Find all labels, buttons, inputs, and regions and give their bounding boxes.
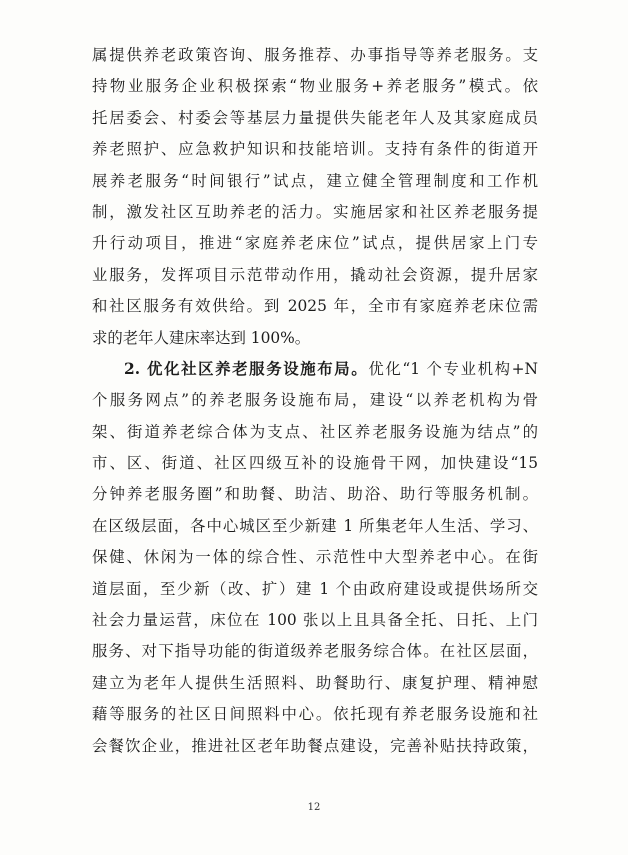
text-line: 架、街道养老综合体为支点、社区养老服务设施为结点”的 — [92, 422, 538, 441]
section-first-line-text: 优化“1 个专业机构+N — [368, 359, 538, 378]
text-line: 养老照护、应急救护知识和技能培训。支持有条件的街道开 — [92, 140, 538, 159]
text-line: 展养老服务“时间银行”试点，建立健全管理制度和工作机 — [92, 171, 538, 190]
text-line: 服务、对下指导功能的街道级养老服务综合体。在社区层面， — [92, 642, 538, 661]
text-line: 个服务网点”的养老服务设施布局，建设“以养老机构为骨 — [92, 391, 538, 410]
section-first-line — [92, 354, 538, 385]
text-line: 持物业服务企业积极探索“物业服务+养老服务”模式。依 — [92, 77, 538, 96]
text-line: 制，激发社区互助养老的活力。实施居家和社区养老服务提 — [92, 202, 538, 221]
text-line: 保健、休闲为一体的综合性、示范性中大型养老中心。在街 — [92, 548, 538, 567]
text-line: 业服务，发挥项目示范带动作用，撬动社会资源，提升居家 — [92, 265, 538, 284]
text-line: 市、区、街道、社区四级互补的设施骨干网，加快建设“15 — [92, 454, 538, 473]
text-line: 属提供养老政策咨询、服务推荐、办事指导等养老服务。支 — [92, 46, 538, 64]
text-line: 托居委会、村委会等基层力量提供失能老年人及其家庭成员 — [92, 108, 538, 127]
text-line: 藉等服务的社区日间照料中心。依托现有养老服务设施和社 — [92, 705, 538, 724]
body-text — [92, 40, 538, 762]
text-line: 和社区服务有效供给。到 2025 年，全市有家庭养老床位需 — [92, 297, 538, 316]
text-line: 会餐饮企业，推进社区老年助餐点建设，完善补贴扶持政策， — [92, 736, 538, 755]
text-line: 升行动项目，推进“家庭养老床位”试点，提供居家上门专 — [92, 234, 538, 253]
text-line: 在区级层面，各中心城区至少新建 1 所集老年人生活、学习、 — [92, 516, 538, 535]
text-line: 社会力量运营，床位在 100 张以上且具备全托、日托、上门 — [92, 611, 538, 630]
text-line: 分钟养老服务圈”和助餐、助洁、助浴、助行等服务机制。 — [92, 485, 538, 504]
text-line: 建立为老年人提供生活照料、助餐助行、康复护理、精神慰 — [92, 673, 538, 692]
page-number: 12 — [307, 802, 321, 813]
section-heading: 2. 优化社区养老服务设施布局。 — [124, 359, 369, 378]
text-line: 求的老年人建床率达到 100%。 — [92, 328, 311, 347]
text-line: 道层面，至少新（改、扩）建 1 个由政府建设或提供场所交 — [92, 579, 538, 598]
